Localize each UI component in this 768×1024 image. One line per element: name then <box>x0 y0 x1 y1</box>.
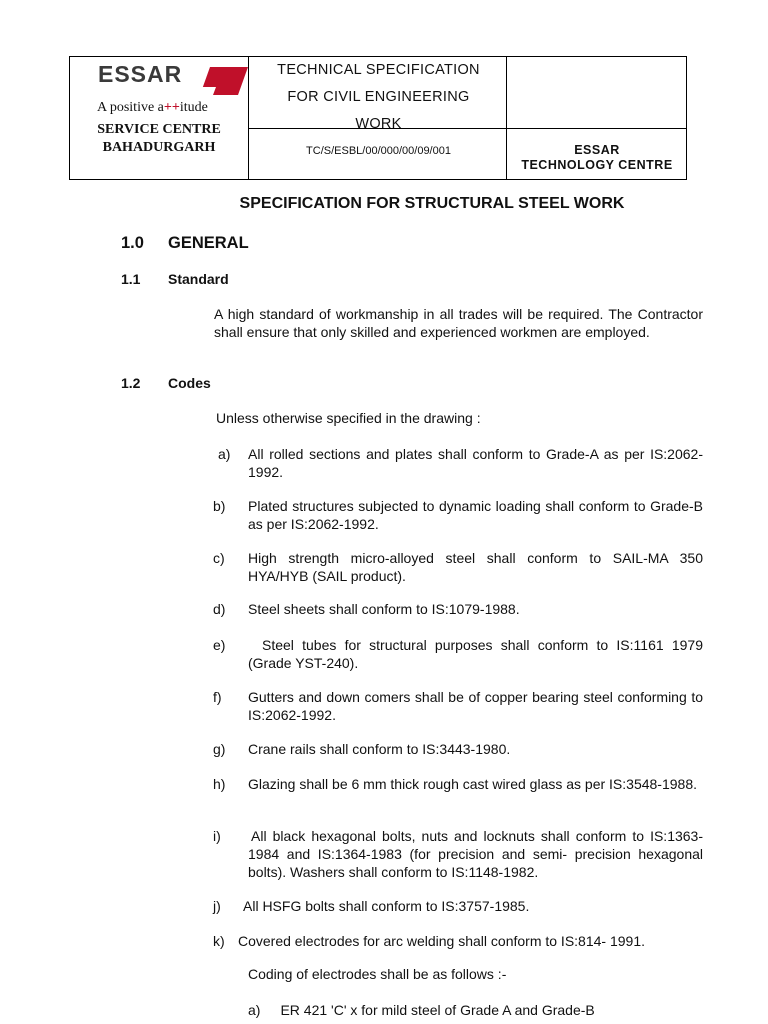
list-item: k) Covered electrodes for arc welding shall conform to IS:814- 1991. <box>213 933 645 949</box>
subsection-heading: 1.2 Codes <box>121 375 211 391</box>
section-heading: 1.0 GENERAL <box>121 234 249 252</box>
list-item: d) Steel sheets shall conform to IS:1079-1988. <box>213 601 520 617</box>
logo-text: ESSAR <box>98 61 183 87</box>
paragraph: A high standard of workmanship in all trades will be required. The Contractor shall ensure that only skilled and experienced workmen are employed. <box>214 306 703 340</box>
list-item: i) All black hexagonal bolts, nuts and locknuts shall conform to IS:1363-1984 and IS:1364-1983 (for precision and semi- precision hexagonal bolts). Washers shall conform to IS:1148-1982. <box>213 828 703 880</box>
subsection-heading: 1.1 Standard <box>121 271 229 287</box>
document-header <box>69 56 687 180</box>
spec-heading: TECHNICAL SPECIFICATION FOR CIVIL ENGINEERING WORK <box>277 62 480 132</box>
sub-list-item: a) ER 421 'C' x for mild steel of Grade A and Grade-B <box>248 1002 595 1018</box>
list-item: b) Plated structures subjected to dynamic loading shall conform to Grade-B as per IS:2062-1992. <box>213 498 703 532</box>
list-item: j) All HSFG bolts shall conform to IS:3757-1985. <box>213 898 530 914</box>
list-item: c) High strength micro-alloyed steel shall conform to SAIL-MA 350 HYA/HYB (SAIL product). <box>213 550 703 584</box>
list-item: h) Glazing shall be 6 mm thick rough cast wired glass as per IS:3548-1988. <box>213 776 698 792</box>
list-item: f) Gutters and down comers shall be of copper bearing steel conforming to IS:2062-1992. <box>213 689 703 723</box>
list-item: g) Crane rails shall conform to IS:3443-1980. <box>213 741 511 757</box>
service-centre-label: SERVICE CENTRE <box>97 122 221 137</box>
list-item: e) Steel tubes for structural purposes shall conform to IS:1161 1979 (Grade YST-240). <box>213 637 703 671</box>
technology-centre-label: ESSAR TECHNOLOGY CENTRE <box>521 143 673 172</box>
paragraph: Coding of electrodes shall be as follows :- <box>248 966 507 982</box>
paragraph: Unless otherwise specified in the drawing : <box>216 410 481 426</box>
logo-slash-icon <box>98 63 248 103</box>
logo-tagline: A positive a++itude <box>97 100 208 115</box>
service-location-label: BAHADURGARH <box>102 140 216 155</box>
header-divider <box>248 57 249 179</box>
document-number: TC/S/ESBL/00/000/00/09/001 <box>306 145 451 157</box>
list-item: a) All rolled sections and plates shall conform to Grade-A as per IS:2062-1992. <box>218 446 703 480</box>
page-title: SPECIFICATION FOR STRUCTURAL STEEL WORK <box>239 195 625 212</box>
